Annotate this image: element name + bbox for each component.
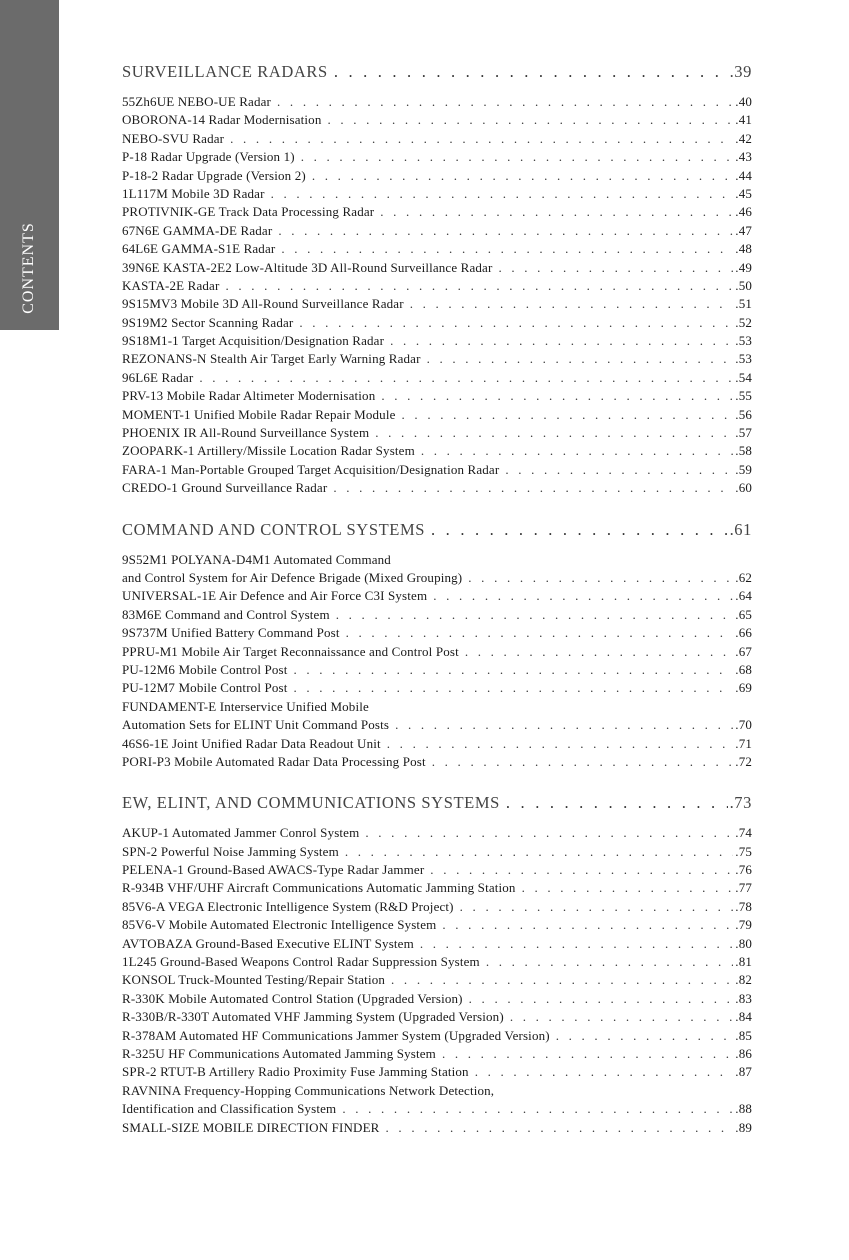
dot-leader — [390, 332, 733, 350]
entry-title: PELENA-1 Ground-Based AWACS-Type Radar Jammer — [122, 862, 425, 878]
section-spacer — [122, 771, 752, 791]
section-title: EW, ELINT, AND COMMUNICATIONS SYSTEMS — [122, 793, 500, 813]
toc-entry[interactable] — [122, 1027, 752, 1045]
entry-page-number: .41 — [735, 112, 752, 128]
dot-leader — [278, 222, 733, 240]
dot-leader — [431, 518, 728, 542]
entry-page-number: .49 — [735, 259, 752, 275]
toc-entry[interactable] — [122, 1100, 752, 1118]
entry-title: and Control System for Air Defence Brigade (Mixed Grouping) — [122, 569, 463, 585]
toc-entry[interactable] — [122, 387, 752, 405]
entry-page-number: .62 — [735, 569, 752, 585]
entry-page-number: .56 — [735, 406, 752, 422]
toc-entry[interactable] — [122, 332, 752, 350]
entry-title: AVTOBAZA Ground-Based Executive ELINT System — [122, 935, 414, 951]
entry-title: ZOOPARK-1 Artillery/Missile Location Radar System — [122, 443, 415, 459]
toc-entry[interactable] — [122, 916, 752, 934]
entry-title: 83M6E Command and Control System — [122, 606, 330, 622]
entry-title: PU-12M7 Mobile Control Post — [122, 680, 288, 696]
entry-page-number: .44 — [735, 167, 752, 183]
toc-entry[interactable] — [122, 461, 752, 479]
entry-page-number: .87 — [735, 1064, 752, 1080]
entry-title: 9S52M1 POLYANA-D4M1 Automated Command — [122, 551, 391, 567]
toc-entry[interactable] — [122, 661, 752, 679]
entry-title: UNIVERSAL-1E Air Defence and Air Force C3I System — [122, 588, 428, 604]
toc-entry[interactable] — [122, 442, 752, 460]
entry-title: 1L245 Ground-Based Weapons Control Radar Suppression System — [122, 954, 480, 970]
toc-entry[interactable] — [122, 406, 752, 424]
entry-page-number: .48 — [735, 241, 752, 257]
toc-entry[interactable] — [122, 679, 752, 697]
toc-entry[interactable] — [122, 843, 752, 861]
toc-entry[interactable] — [122, 350, 752, 368]
entry-page-number: .65 — [735, 606, 752, 622]
dot-leader — [522, 879, 734, 897]
dot-leader — [469, 990, 734, 1008]
dot-leader — [293, 661, 733, 679]
entry-page-number: .43 — [735, 149, 752, 165]
toc-entry[interactable] — [122, 606, 752, 624]
contents-side-tab — [0, 0, 59, 330]
toc-entry[interactable] — [122, 1008, 752, 1026]
entry-title: SPR-2 RTUT-B Artillery Radio Proximity Fuse Jamming Station — [122, 1064, 469, 1080]
entry-title: OBORONA-14 Radar Modernisation — [122, 112, 322, 128]
dot-leader — [336, 606, 734, 624]
entry-title: PU-12M6 Mobile Control Post — [122, 661, 288, 677]
entry-page-number: .72 — [735, 753, 752, 769]
toc-entry[interactable] — [122, 953, 752, 971]
entry-page-number: .79 — [735, 917, 752, 933]
dot-leader — [505, 461, 733, 479]
entry-title: 9S737M Unified Battery Command Post — [122, 625, 340, 641]
toc-entry[interactable] — [122, 879, 752, 897]
entry-page-number: .42 — [735, 130, 752, 146]
dot-leader — [556, 1027, 734, 1045]
entry-page-number: .45 — [735, 185, 752, 201]
entry-title: 9S18M1-1 Target Acquisition/Designation Radar — [122, 333, 385, 349]
dot-leader — [468, 569, 733, 587]
entry-title: PHOENIX IR All-Round Surveillance System — [122, 425, 370, 441]
dot-leader — [433, 587, 733, 605]
dot-leader — [421, 442, 733, 460]
dot-leader — [395, 716, 733, 734]
entry-page-number: .85 — [735, 1027, 752, 1043]
entry-page-number: .58 — [735, 443, 752, 459]
entry-title: Identification and Classification System — [122, 1101, 337, 1117]
section-page-number: .39 — [729, 62, 752, 81]
section-heading[interactable] — [122, 518, 752, 542]
toc-entry[interactable] — [122, 971, 752, 989]
entry-page-number: .54 — [735, 369, 752, 385]
entry-title: REZONANS-N Stealth Air Target Early Warning Radar — [122, 351, 421, 367]
entry-page-number: .66 — [735, 625, 752, 641]
entry-page-number: .80 — [735, 935, 752, 951]
entry-page-number: .57 — [735, 425, 752, 441]
toc-entry[interactable] — [122, 698, 752, 716]
dot-leader — [365, 824, 733, 842]
toc-entry[interactable] — [122, 185, 752, 203]
entry-title: 85V6-A VEGA Electronic Intelligence System (R&D Project) — [122, 898, 454, 914]
entry-title: FARA-1 Man-Portable Grouped Target Acquisition/Designation Radar — [122, 461, 500, 477]
entry-title: SMALL-SIZE MOBILE DIRECTION FINDER — [122, 1119, 380, 1135]
dot-leader — [387, 735, 734, 753]
toc-entry[interactable] — [122, 753, 752, 771]
entry-title: FUNDAMENT-E Interservice Unified Mobile — [122, 698, 369, 714]
entry-page-number: .53 — [735, 351, 752, 367]
entry-page-number: .52 — [735, 314, 752, 330]
entry-title: PORI-P3 Mobile Automated Radar Data Processing Post — [122, 753, 426, 769]
entry-title: 96L6E Radar — [122, 369, 194, 385]
entry-page-number: .59 — [735, 461, 752, 477]
dot-leader — [346, 624, 734, 642]
entry-page-number: .68 — [735, 661, 752, 677]
dot-leader — [333, 479, 733, 497]
entry-page-number: .60 — [735, 480, 752, 496]
entry-title: R-934B VHF/UHF Aircraft Communications Automatic Jamming Station — [122, 880, 516, 896]
toc-entry[interactable] — [122, 861, 752, 879]
dot-leader — [230, 130, 733, 148]
toc-entry[interactable] — [122, 624, 752, 642]
contents-tab-label: CONTENTS — [20, 222, 37, 314]
toc-entry[interactable] — [122, 424, 752, 442]
section-title: SURVEILLANCE RADARS — [122, 62, 328, 81]
entry-page-number: .77 — [735, 880, 752, 896]
entry-page-number: .86 — [735, 1045, 752, 1061]
dot-leader — [427, 350, 734, 368]
dot-leader — [225, 277, 733, 295]
dot-leader — [299, 314, 733, 332]
dot-leader — [381, 387, 733, 405]
toc-entry[interactable] — [122, 277, 752, 295]
toc-entry[interactable] — [122, 735, 752, 753]
entry-title: KONSOL Truck-Mounted Testing/Repair Station — [122, 972, 386, 988]
entry-title: 55Zh6UE NEBO-UE Radar — [122, 94, 272, 109]
toc-entry[interactable] — [122, 240, 752, 258]
entry-title: 64L6E GAMMA-S1E Radar — [122, 241, 276, 257]
dot-leader — [475, 1063, 734, 1081]
toc-section — [122, 518, 752, 772]
toc-entry[interactable] — [122, 1045, 752, 1063]
dot-leader — [380, 203, 733, 221]
dot-leader — [420, 935, 733, 953]
toc-entry[interactable] — [122, 314, 752, 332]
entry-title: PRV-13 Mobile Radar Altimeter Modernisation — [122, 388, 376, 404]
entry-page-number: .84 — [735, 1009, 752, 1025]
entry-page-number: .46 — [735, 204, 752, 220]
dot-leader — [430, 861, 733, 879]
dot-leader — [460, 898, 734, 916]
dot-leader — [312, 167, 733, 185]
toc-entry[interactable] — [122, 643, 752, 661]
entry-title: MOMENT-1 Unified Mobile Radar Repair Module — [122, 406, 396, 422]
entry-title: 9S19M2 Sector Scanning Radar — [122, 314, 294, 330]
entry-page-number: .67 — [735, 643, 752, 659]
toc-entry[interactable] — [122, 1119, 752, 1137]
entry-title: R-378AM Automated HF Communications Jammer System (Upgraded Version) — [122, 1027, 550, 1043]
dot-leader — [271, 185, 734, 203]
entry-page-number: .53 — [735, 333, 752, 349]
dot-leader — [410, 295, 734, 313]
entry-page-number: .89 — [735, 1119, 752, 1135]
toc-entry[interactable] — [122, 111, 752, 129]
entry-title: KASTA-2E Radar — [122, 277, 220, 293]
entry-title: 46S6-1E Joint Unified Radar Data Readout Unit — [122, 735, 381, 751]
dot-leader — [486, 953, 733, 971]
toc-entry[interactable] — [122, 369, 752, 387]
dot-leader — [442, 916, 733, 934]
entry-page-number: .70 — [735, 717, 752, 733]
toc-entry[interactable] — [122, 203, 752, 221]
entry-title: AKUP-1 Automated Jammer Conrol System — [122, 825, 360, 841]
section-heading[interactable] — [122, 60, 752, 84]
toc-entry[interactable] — [122, 93, 752, 111]
toc-entry[interactable] — [122, 259, 752, 277]
section-title: COMMAND AND CONTROL SYSTEMS — [122, 519, 426, 539]
dot-leader — [498, 259, 733, 277]
toc-entry[interactable] — [122, 898, 752, 916]
entry-page-number: .76 — [735, 862, 752, 878]
dot-leader — [334, 60, 728, 84]
toc-entry[interactable] — [122, 295, 752, 313]
heading-spacer — [122, 815, 752, 824]
entry-title: 67N6E GAMMA-DE Radar — [122, 222, 273, 238]
dot-leader — [327, 111, 733, 129]
dot-leader — [277, 93, 733, 111]
section-page-number: .73 — [729, 793, 752, 813]
entry-page-number: .47 — [735, 222, 752, 238]
section-page-number: .61 — [729, 519, 752, 539]
toc-entry[interactable] — [122, 569, 752, 587]
dot-leader — [391, 971, 733, 989]
toc-entry[interactable] — [122, 935, 752, 953]
entry-title: 85V6-V Mobile Automated Electronic Intelligence System — [122, 917, 437, 933]
entry-page-number: .75 — [735, 843, 752, 859]
toc-section — [122, 791, 752, 1137]
entry-title: R-330K Mobile Automated Control Station (Upgraded Version) — [122, 990, 463, 1006]
toc-entry[interactable] — [122, 130, 752, 148]
entry-title: PROTIVNIK-GE Track Data Processing Radar — [122, 204, 375, 220]
toc-entry[interactable] — [122, 1063, 752, 1081]
dot-leader — [402, 406, 734, 424]
dot-leader — [432, 753, 734, 771]
dot-leader — [293, 679, 733, 697]
entry-title: NEBO-SVU Radar — [122, 130, 225, 146]
entry-title: P-18 Radar Upgrade (Version 1) — [122, 149, 295, 165]
entry-title: 1L117M Mobile 3D Radar — [122, 185, 265, 201]
table-of-contents — [122, 60, 752, 1137]
toc-entry[interactable] — [122, 824, 752, 842]
dot-leader — [386, 1119, 734, 1137]
dot-leader — [510, 1008, 733, 1026]
dot-leader — [199, 369, 733, 387]
entry-page-number: .74 — [735, 825, 752, 841]
entry-title: RAVNINA Frequency-Hopping Communications Network Detection, — [122, 1082, 495, 1098]
dot-leader — [465, 643, 733, 661]
entry-page-number: .71 — [735, 735, 752, 751]
entry-page-number: .55 — [735, 388, 752, 404]
entry-page-number: .78 — [735, 898, 752, 914]
entry-page-number: .81 — [735, 954, 752, 970]
toc-entry[interactable] — [122, 148, 752, 166]
toc-entry[interactable] — [122, 716, 752, 734]
toc-entry[interactable] — [122, 222, 752, 240]
dot-leader — [281, 240, 733, 258]
entry-title: Automation Sets for ELINT Unit Command Posts — [122, 717, 390, 733]
entry-title: R-325U HF Communications Automated Jamming System — [122, 1045, 436, 1061]
entry-page-number: .40 — [735, 94, 752, 109]
entry-title: 39N6E KASTA-2E2 Low-Altitude 3D All-Round Surveillance Radar — [122, 259, 493, 275]
entry-page-number: .82 — [735, 972, 752, 988]
entry-title: R-330B/R-330T Automated VHF Jamming System (Upgraded Version) — [122, 1009, 504, 1025]
entry-page-number: .64 — [735, 588, 752, 604]
toc-entry[interactable] — [122, 551, 752, 569]
dot-leader — [342, 1100, 733, 1118]
dot-leader — [345, 843, 733, 861]
entry-title: CREDO-1 Ground Surveillance Radar — [122, 480, 328, 496]
toc-entry[interactable] — [122, 167, 752, 185]
toc-entry[interactable] — [122, 990, 752, 1008]
toc-entry[interactable] — [122, 1082, 752, 1100]
entry-title: SPN-2 Powerful Noise Jamming System — [122, 843, 339, 859]
toc-entry[interactable] — [122, 479, 752, 497]
entry-page-number: .69 — [735, 680, 752, 696]
dot-leader — [375, 424, 733, 442]
dot-leader — [442, 1045, 733, 1063]
toc-entry[interactable] — [122, 587, 752, 605]
entry-title: P-18-2 Radar Upgrade (Version 2) — [122, 167, 306, 183]
section-spacer — [122, 498, 752, 518]
entry-page-number: .50 — [735, 277, 752, 293]
section-heading[interactable] — [122, 791, 752, 815]
dot-leader — [301, 148, 734, 166]
entry-page-number: .83 — [735, 990, 752, 1006]
entry-title: 9S15MV3 Mobile 3D All-Round Surveillance Radar — [122, 296, 404, 312]
entry-page-number: .51 — [735, 296, 752, 312]
entry-page-number: .88 — [735, 1101, 752, 1117]
heading-spacer — [122, 84, 752, 93]
dot-leader — [506, 791, 728, 815]
heading-spacer — [122, 542, 752, 551]
entry-title: PPRU-M1 Mobile Air Target Reconnaissance and Control Post — [122, 643, 459, 659]
toc-section — [122, 60, 752, 498]
